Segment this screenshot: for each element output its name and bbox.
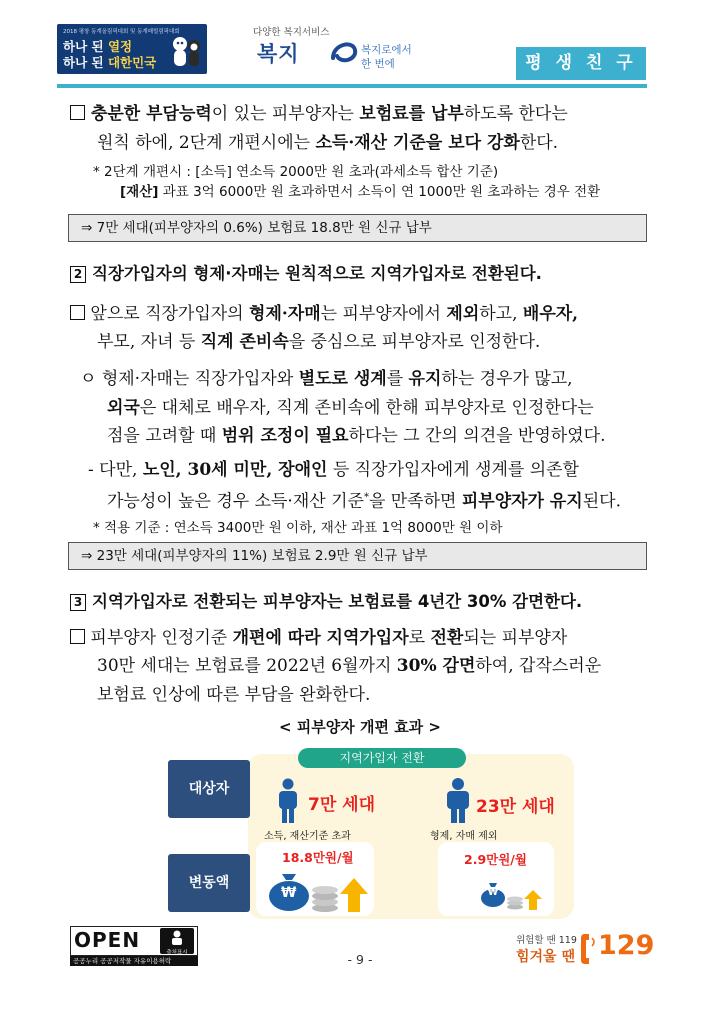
effect-diagram	[160, 744, 580, 924]
page-header	[0, 0, 720, 90]
left-household-count: 7만 세대	[308, 795, 376, 815]
section3-heading: 3 지역가입자로 전환되는 피부양자는 보험료를 4년간 30% 감면한다.	[70, 590, 582, 614]
olympic-event-text: 2018 평창 동계올림픽대회 및 동계패럴림픽대회	[63, 29, 180, 35]
hotline-129-logo	[516, 928, 656, 972]
section2-heading: 2 직장가입자의 형제·자매는 원칙적으로 지역가입자로 전환된다.	[70, 262, 542, 286]
attribution-label: 출처표시	[166, 950, 188, 956]
section2-number: 2	[70, 266, 86, 283]
row-label-target: 대상자	[168, 760, 250, 818]
person-mini-icon	[160, 928, 194, 946]
section2-dash-line-1: - 다만, 노인, 30세 미만, 장애인 등 직장가입자에게 생계를 의존할	[88, 460, 579, 480]
para1-note-1: * 2단계 개편시 : [소득] 연소득 2000만 원 초과(과세소득 합산 기준)	[93, 164, 499, 180]
section2-result-box: ⇒ 23만 세대(피부양자의 11%) 보험료 2.9만 원 신규 납부	[68, 542, 647, 570]
slogan-line-1: 하나 된 열정	[63, 39, 133, 54]
diagram-caption: < 피부양자 개편 효과 >	[279, 718, 441, 736]
section2-para-line-1: 앞으로 직장가입자의 형제·자매는 피부양자에서 제외하고, 배우자,	[70, 302, 578, 326]
row-label-change: 변동액	[168, 854, 250, 912]
page-number: - 9 -	[347, 952, 373, 967]
para1-line-2: 원칙 하에, 2단계 개편시에는 소득·재산 기준을 보다 강화한다.	[97, 133, 559, 153]
kogl-subtext: 공공누리 공공저작물 자유이용허락	[70, 956, 198, 966]
para1-note-2: [재산] 과표 3억 6000만 원 초과하면서 소득이 연 1000만 원 초과하는 경우 전환	[120, 184, 601, 200]
section2-o-line-2: 외국은 대체로 배우자, 직계 존비속에 한해 피부양자로 인정한다는	[107, 398, 594, 418]
right-household-count: 23만 세대	[476, 797, 555, 817]
section2-o-line-1: ㅇ 형제·자매는 직장가입자와 별도로 생계를 유지하는 경우가 많고,	[80, 369, 573, 389]
left-monthly-amount: 18.8만원/월	[282, 850, 354, 865]
section3-number: 3	[70, 594, 86, 611]
square-bullet-icon	[70, 629, 85, 644]
section2-dash-line-2: 가능성이 높은 경우 소득·재산 기준*을 만족하면 피부양자가 유지된다.	[107, 491, 621, 512]
mascot-icon	[169, 34, 203, 70]
phone-icon	[580, 932, 598, 966]
left-household-note: 소득, 재산기준 초과	[264, 831, 351, 842]
hotline-small-text: 위험할 땐 119	[516, 935, 577, 946]
square-bullet-icon	[70, 305, 85, 320]
square-bullet-icon	[70, 105, 85, 120]
section3-line-1: 피부양자 인정기준 개편에 따라 지역가입자로 전환되는 피부양자	[70, 626, 567, 650]
section2-para-line-2: 부모, 자녀 등 직계 존비속을 중심으로 피부양자로 인정한다.	[97, 332, 541, 352]
section3-line-3: 보험료 인상에 따른 부담을 완화한다.	[97, 685, 371, 705]
coins-icon	[506, 890, 524, 910]
section2-o-line-3: 점을 고려할 때 범위 조정이 필요하다는 그 간의 의견을 반영하였다.	[107, 426, 606, 446]
right-monthly-amount: 2.9만원/월	[464, 852, 527, 867]
won-sign-right: ₩	[488, 888, 498, 898]
up-arrow-icon	[524, 890, 542, 910]
right-household-note: 형제, 자매 제외	[430, 831, 498, 842]
bokjiro-logo	[253, 22, 423, 74]
bokjiro-swoosh-icon	[329, 36, 359, 66]
bokjiro-sub-2: 한 번에	[361, 58, 395, 70]
hotline-big-text: 힘겨울 땐	[516, 949, 575, 965]
attribution-icon	[160, 928, 194, 954]
won-sign-left: ₩	[281, 885, 297, 901]
section2-note: * 적용 기준 : 연소득 3400만 원 이하, 재산 과표 1억 8000만 원 이하	[93, 520, 503, 536]
hotline-number: 129	[598, 930, 655, 961]
person-icon	[277, 778, 299, 824]
up-arrow-icon	[340, 878, 368, 912]
para1-line-1: 충분한 부담능력이 있는 피부양자는 보험료를 납부하도록 한다는	[70, 102, 568, 126]
open-label: OPEN	[74, 928, 141, 952]
header-divider	[57, 84, 647, 88]
header-badge: 평 생 친 구	[516, 47, 646, 80]
bokjiro-tagline: 다양한 복지서비스	[253, 27, 330, 38]
conversion-pill: 지역가입자 전환	[298, 748, 466, 768]
para1-result-box: ⇒ 7만 세대(피부양자의 0.6%) 보험료 18.8만 원 신규 납부	[68, 214, 647, 242]
coins-icon	[310, 880, 340, 912]
olympic-banner	[57, 24, 207, 74]
slogan-line-2: 하나 된 대한민국	[63, 55, 157, 70]
person-icon	[445, 778, 471, 824]
section3-line-2: 30만 세대는 보험료를 2022년 6월까지 30% 감면하여, 갑작스러운	[97, 656, 602, 676]
bokjiro-brand: 복지	[257, 42, 300, 66]
bokjiro-sub-1: 복지로에서	[361, 44, 412, 56]
